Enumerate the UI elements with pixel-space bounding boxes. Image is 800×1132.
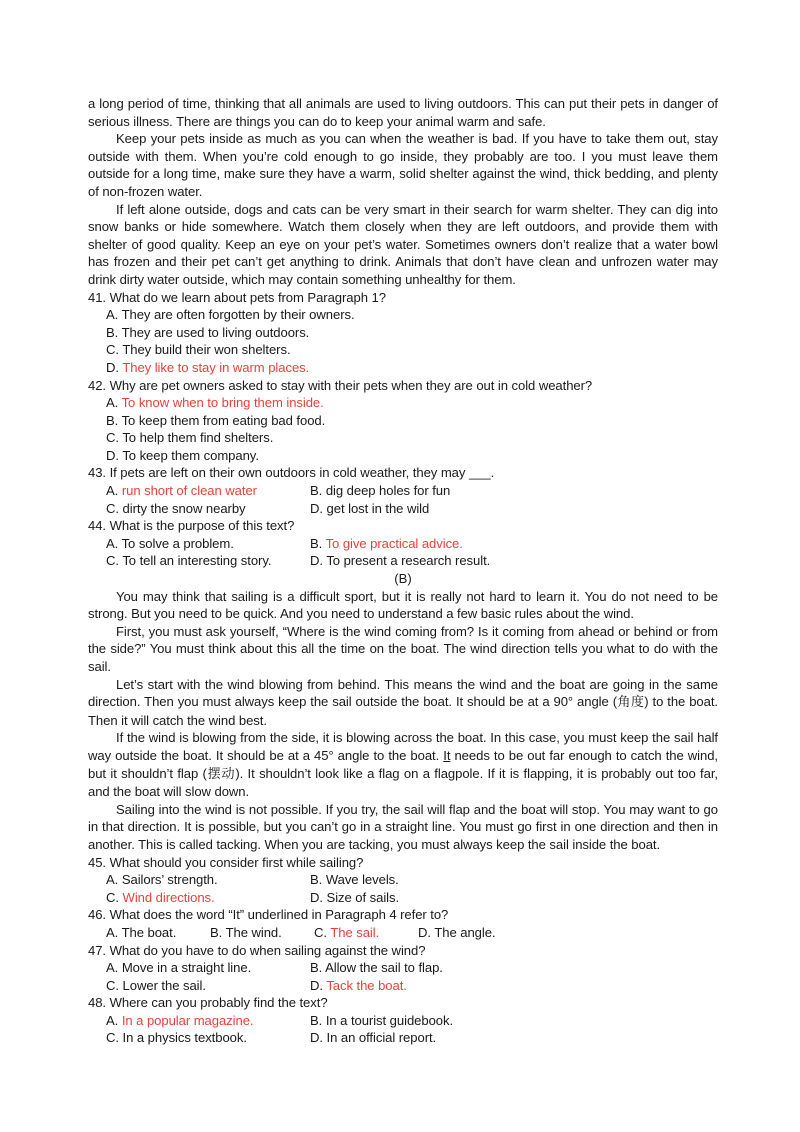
question-44-option-b[interactable] <box>310 535 514 553</box>
option-label: D. <box>418 924 431 940</box>
question-48-number: 48. <box>88 995 106 1011</box>
question-43-option-b[interactable] <box>310 482 514 500</box>
option-text-correct: They like to stay in warm places. <box>122 359 310 375</box>
question-48-text: Where can you probably find the text? <box>109 995 328 1011</box>
question-42-number: 42. <box>88 377 106 393</box>
question-48-option-c[interactable] <box>106 1029 310 1047</box>
question-43-option-d[interactable] <box>310 500 514 518</box>
option-text: dig deep holes for fun <box>325 483 451 499</box>
gloss-angle-cjk: 角度 <box>617 695 645 711</box>
question-46-option-c[interactable] <box>314 924 418 942</box>
question-41-option-a[interactable] <box>106 306 355 324</box>
option-text: In a tourist guidebook. <box>325 1012 454 1028</box>
question-44-options-row-1[interactable] <box>88 535 718 553</box>
option-text-correct: Tack the boat. <box>326 977 407 993</box>
question-44-number: 44. <box>88 518 106 534</box>
option-label: A. <box>106 924 119 940</box>
option-label: C. <box>106 430 119 446</box>
question-43-options-row-2[interactable] <box>88 500 718 518</box>
question-41-option-d-row[interactable] <box>88 359 718 377</box>
question-44-option-d[interactable] <box>310 552 514 570</box>
passage-a-paragraph-3: If left alone outside, dogs and cats can be very smart in their search for warm shelter. They can dig into snow banks or hide somewhere. Watch them closely when they are left outdoors, and provide them with shelter of good quality. Keep an eye on your pet’s water. Sometimes owners don’t realize that a water bowl has frozen and their pet can’t get anything to drink. Animals that don’t have clean and unfrozen water may drink dirty water outside, which may contain something unhealthy for them. <box>88 201 718 287</box>
question-41-option-b-row[interactable] <box>88 324 718 342</box>
option-text-correct: In a popular magazine. <box>121 1012 254 1028</box>
option-text: To keep them company. <box>122 447 259 463</box>
option-label: B. <box>210 924 223 940</box>
question-48-option-b[interactable] <box>310 1012 514 1030</box>
option-text: The wind. <box>225 924 282 940</box>
option-label: C. <box>106 889 119 905</box>
question-42-option-d-row[interactable] <box>88 447 718 465</box>
question-45-text: What should you consider first while sailing? <box>109 854 364 870</box>
option-label: A. <box>106 535 119 551</box>
question-47-option-c[interactable] <box>106 977 310 995</box>
option-text: They are often forgotten by their owners. <box>121 307 355 323</box>
option-label: B. <box>106 412 119 428</box>
question-48-options-row-2[interactable] <box>88 1029 718 1047</box>
option-label: D. <box>310 500 323 516</box>
question-44-options-row-2[interactable] <box>88 552 718 570</box>
passage-b-p4-part-b: needs to be out far enough to catch the wind, but it shouldn’t flap ( <box>88 747 718 781</box>
option-text-correct: Wind directions. <box>122 889 215 905</box>
question-41-option-c-row[interactable] <box>88 341 718 359</box>
question-46-option-b[interactable] <box>210 924 314 942</box>
option-text: They are used to living outdoors. <box>121 324 310 340</box>
option-label: B. <box>310 960 323 976</box>
question-46-option-d[interactable] <box>418 924 522 942</box>
option-label: A. <box>106 307 119 323</box>
question-42-option-a[interactable] <box>106 394 324 412</box>
passage-b-p3-part-a: Let’s start with the wind blowing from behind. This means the wind and the boat are going in the same direction. Then you must always keep the sail outside the boat. It should be at a 90° angle ( <box>88 676 718 710</box>
option-text: They build their won shelters. <box>122 342 291 358</box>
option-label: B. <box>310 535 323 551</box>
option-label: D. <box>310 553 323 569</box>
option-text: Sailors’ strength. <box>121 872 218 888</box>
option-text: get lost in the wild <box>326 500 430 516</box>
question-43-stem <box>88 464 718 482</box>
passage-a-paragraph-1: a long period of time, thinking that all animals are used to living outdoors. This can put their pets in danger of serious illness. There are things you can do to keep your animal warm and safe. <box>88 96 718 129</box>
question-45-options-row-2[interactable] <box>88 889 718 907</box>
option-label: A. <box>106 395 119 411</box>
question-45-options-row-1[interactable] <box>88 871 718 889</box>
question-41-stem <box>88 289 718 307</box>
option-text-correct: To give practical advice. <box>325 535 463 551</box>
option-text: The boat. <box>121 924 177 940</box>
question-41-number: 41. <box>88 289 106 305</box>
passage-b-paragraph-4 <box>88 729 718 800</box>
option-label: D. <box>106 359 119 375</box>
question-47-number: 47. <box>88 942 106 958</box>
option-text-correct: The sail. <box>330 924 380 940</box>
question-46-option-a[interactable] <box>106 924 210 942</box>
passage-b-heading: (B) <box>394 571 412 587</box>
question-42-option-a-row[interactable] <box>88 394 718 412</box>
question-46-options-row[interactable] <box>88 924 718 942</box>
question-43-option-a[interactable] <box>106 482 310 500</box>
passage-a-paragraph-2: Keep your pets inside as much as you can when the weather is bad. If you have to take them out, stay outside with them. When you’re cold enough to go inside, they probably are too. I you must leave them outside for a long time, make sure they have a warm, solid shelter against the wind, thick bedding, and plenty of non-frozen water. <box>88 131 718 199</box>
question-42-option-b-row[interactable] <box>88 412 718 430</box>
option-label: B. <box>310 1012 323 1028</box>
question-48-option-a[interactable] <box>106 1012 310 1030</box>
question-47-options-row-2[interactable] <box>88 977 718 995</box>
question-47-option-d[interactable] <box>310 977 514 995</box>
question-41-text: What do we learn about pets from Paragraph 1? <box>109 289 386 305</box>
option-text: The angle. <box>434 924 496 940</box>
option-label: D. <box>310 977 323 993</box>
option-label: A. <box>106 483 119 499</box>
option-label: D. <box>106 447 119 463</box>
question-45-option-d[interactable] <box>310 889 514 907</box>
question-41-option-c[interactable] <box>106 341 291 359</box>
question-43-options-row-1[interactable] <box>88 482 718 500</box>
option-text: In a physics textbook. <box>122 1030 247 1046</box>
question-43-text: If pets are left on their own outdoors in cold weather, they may ___. <box>109 465 495 481</box>
question-47-options-row-1[interactable] <box>88 959 718 977</box>
option-text: Size of sails. <box>326 889 400 905</box>
question-41-option-d[interactable] <box>106 359 309 377</box>
question-41-option-b[interactable] <box>106 324 309 342</box>
passage-b-p3-part-b: ) to the boat. Then it will catch the wind best. <box>88 694 718 728</box>
option-label: A. <box>106 960 119 976</box>
underlined-word-it: It <box>443 747 451 763</box>
option-label: B. <box>106 324 119 340</box>
option-text: Allow the sail to flap. <box>325 960 443 976</box>
question-43-option-c[interactable] <box>106 500 310 518</box>
passage-b-paragraph-2: First, you must ask yourself, “Where is the wind coming from? Is it coming from ahead or behind or from the side?” You must think about this all the time on the boat. The wind direction tells you what to do with the sail. <box>88 623 718 674</box>
question-47-option-b[interactable] <box>310 959 514 977</box>
question-46-number: 46. <box>88 907 106 923</box>
question-46-stem <box>88 906 718 924</box>
option-text: To tell an interesting story. <box>122 553 272 569</box>
option-label: D. <box>310 1030 323 1046</box>
question-47-stem <box>88 942 718 960</box>
option-text: To present a research result. <box>326 553 491 569</box>
question-44-stem <box>88 517 718 535</box>
question-45-option-c[interactable] <box>106 889 310 907</box>
question-42-option-b[interactable] <box>106 412 325 430</box>
question-45-number: 45. <box>88 854 106 870</box>
option-label: A. <box>106 872 119 888</box>
option-text: In an official report. <box>326 1030 437 1046</box>
question-45-stem <box>88 854 718 872</box>
option-label: A. <box>106 1012 119 1028</box>
question-45-option-a[interactable] <box>106 871 310 889</box>
passage-b-p4-part-a: If the wind is blowing from the side, it is blowing across the boat. In this case, you must keep the sail half way outside the boat. It should be at a 45° angle to the boat. <box>88 730 718 763</box>
question-43-number: 43. <box>88 465 106 481</box>
option-label: B. <box>310 483 323 499</box>
option-label: C. <box>106 553 119 569</box>
question-47-option-a[interactable] <box>106 959 310 977</box>
question-44-option-c[interactable] <box>106 552 310 570</box>
option-text: To keep them from eating bad food. <box>121 412 326 428</box>
question-42-text: Why are pet owners asked to stay with their pets when they are out in cold weather? <box>109 377 593 393</box>
question-42-option-c-row[interactable] <box>88 429 718 447</box>
question-44-text: What is the purpose of this text? <box>109 518 295 534</box>
option-text: To help them find shelters. <box>122 430 274 446</box>
option-text: dirty the snow nearby <box>122 500 246 516</box>
question-48-stem <box>88 994 718 1012</box>
option-label: C. <box>106 977 119 993</box>
passage-b-paragraph-1: You may think that sailing is a difficult sport, but it is really not hard to learn it. You do not need to be strong. But you need to be quick. And you need to understand a few basic rules about the wind. <box>88 588 718 622</box>
option-text: To solve a problem. <box>121 535 234 551</box>
passage-b-p4-part-c: ). It shouldn’t look like a flag on a flagpole. If it is flapping, it is probably out too far, and the boat will slow down. <box>88 765 718 800</box>
question-46-text: What does the word “It” underlined in Paragraph 4 refer to? <box>109 907 449 923</box>
option-label: C. <box>106 500 119 516</box>
document-body <box>88 95 718 1047</box>
option-label: B. <box>310 872 323 888</box>
passage-b-paragraph-5: Sailing into the wind is not possible. If you try, the sail will flap and the boat will stop. You may want to go in that direction. It is possible, but you can’t go in a straight line. You must go first in one direction and then in another. This is called tacking. When you are tacking, you must always keep the sail inside the boat. <box>88 801 718 852</box>
option-label: C. <box>106 342 119 358</box>
question-44-option-a[interactable] <box>106 535 310 553</box>
question-45-option-b[interactable] <box>310 871 514 889</box>
passage-b-paragraph-3 <box>88 676 718 730</box>
option-text: Wave levels. <box>325 872 399 888</box>
option-text: Lower the sail. <box>122 977 206 993</box>
question-48-option-d[interactable] <box>310 1029 514 1047</box>
option-label: C. <box>106 1030 119 1046</box>
option-text-correct: run short of clean water <box>121 483 257 499</box>
question-48-options-row-1[interactable] <box>88 1012 718 1030</box>
question-41-option-a-row[interactable] <box>88 306 718 324</box>
question-42-stem <box>88 377 718 395</box>
question-47-text: What do you have to do when sailing against the wind? <box>109 942 426 958</box>
option-text: Move in a straight line. <box>121 960 252 976</box>
question-42-option-c[interactable] <box>106 429 273 447</box>
question-42-option-d[interactable] <box>106 447 259 465</box>
option-label: C. <box>314 924 327 940</box>
gloss-flap-cjk: 摆动 <box>206 766 236 782</box>
option-text-correct: To know when to bring them inside. <box>121 395 324 411</box>
option-label: D. <box>310 889 323 905</box>
